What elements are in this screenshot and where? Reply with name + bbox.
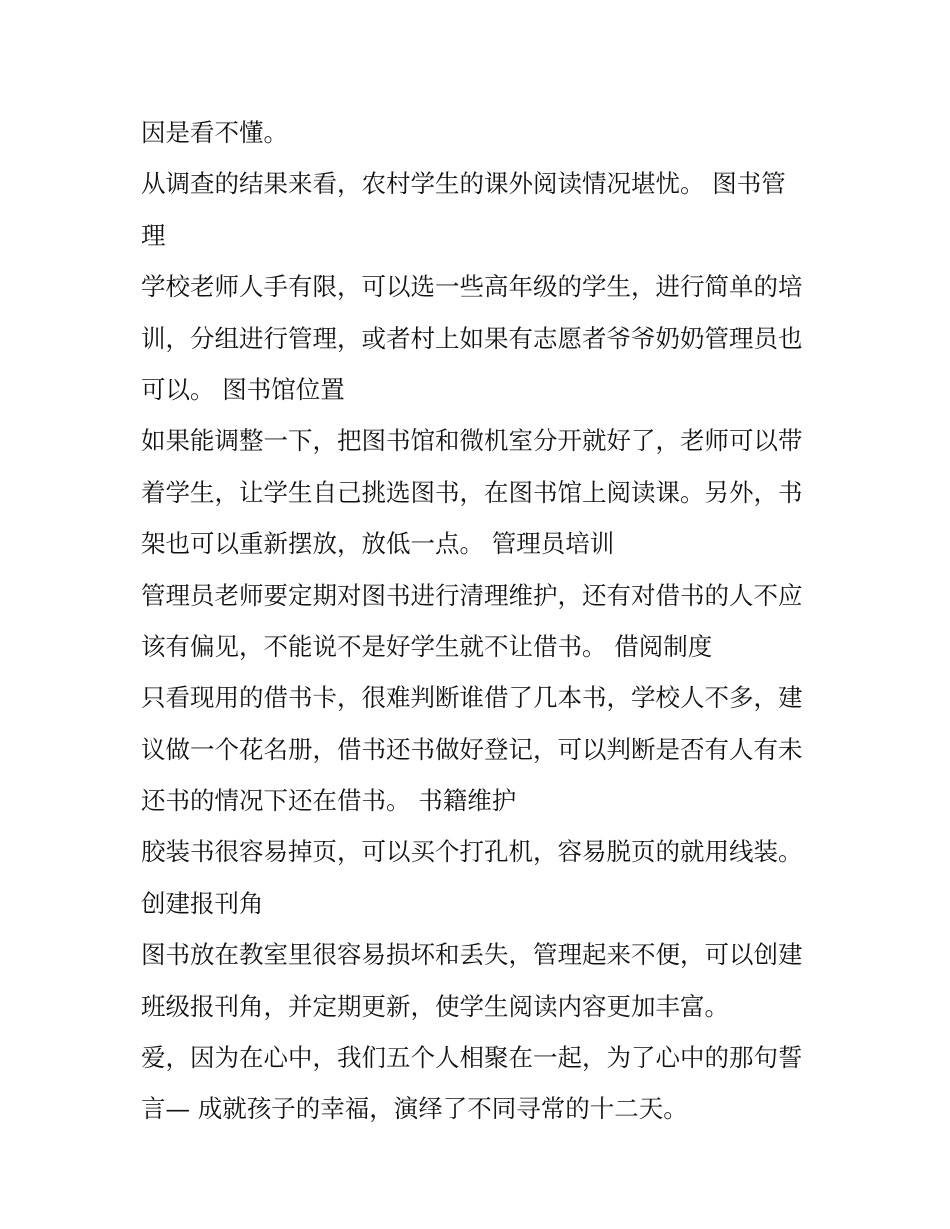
text-line: 可以。 图书馆位置 [141,374,345,404]
text-line: 创建报刊角 [141,888,264,918]
text-line: 管理员老师要定期对图书进行清理维护，还有对借书的人不应 [141,580,803,610]
text-line: 爱，因为在心中，我们五个人相聚在一起，为了心中的那句誓 [141,1043,803,1073]
text-line: 因是看不懂。 [141,118,288,147]
document-body [141,107,821,1135]
text-line: 胶装书很容易掉页，可以买个打孔机，容易脱页的就用线装。 [141,837,803,867]
text-line: 还书的情况下还在借书。 书籍维护 [141,786,517,816]
text-line: 训，分组进行管理，或者村上如果有志愿者爷爷奶奶管理员也 [141,323,803,353]
text-line: 着学生，让学生自己挑选图书，在图书馆上阅读课。另外，书 [141,477,803,507]
text-line: 从调查的结果来看，农村学生的课外阅读情况堪忧。 图书管 [141,169,786,199]
text-line: 议做一个花名册，借书还书做好登记，可以判断是否有人有未 [141,734,803,764]
text-line: 学校老师人手有限，可以选一些高年级的学生，进行简单的培 [141,272,803,302]
text-line: 该有偏见，不能说不是好学生就不让借书。 借阅制度 [141,631,713,661]
text-line: 班级报刊角，并定期更新，使学生阅读内容更加丰富。 [141,991,729,1021]
text-line: 架也可以重新摆放，放低一点。 管理员培训 [141,529,615,559]
text-line: 只看现用的借书卡，很难判断谁借了几本书，学校人不多，建 [141,683,803,713]
text-line: 言— 成就孩子的幸福，演绎了不同寻常的十二天。 [141,1094,688,1124]
text-line: 图书放在教室里很容易损坏和丢失，管理起来不便，可以创建 [141,940,803,970]
text-line: 理 [141,220,166,250]
text-line: 如果能调整一下，把图书馆和微机室分开就好了，老师可以带 [141,426,803,456]
